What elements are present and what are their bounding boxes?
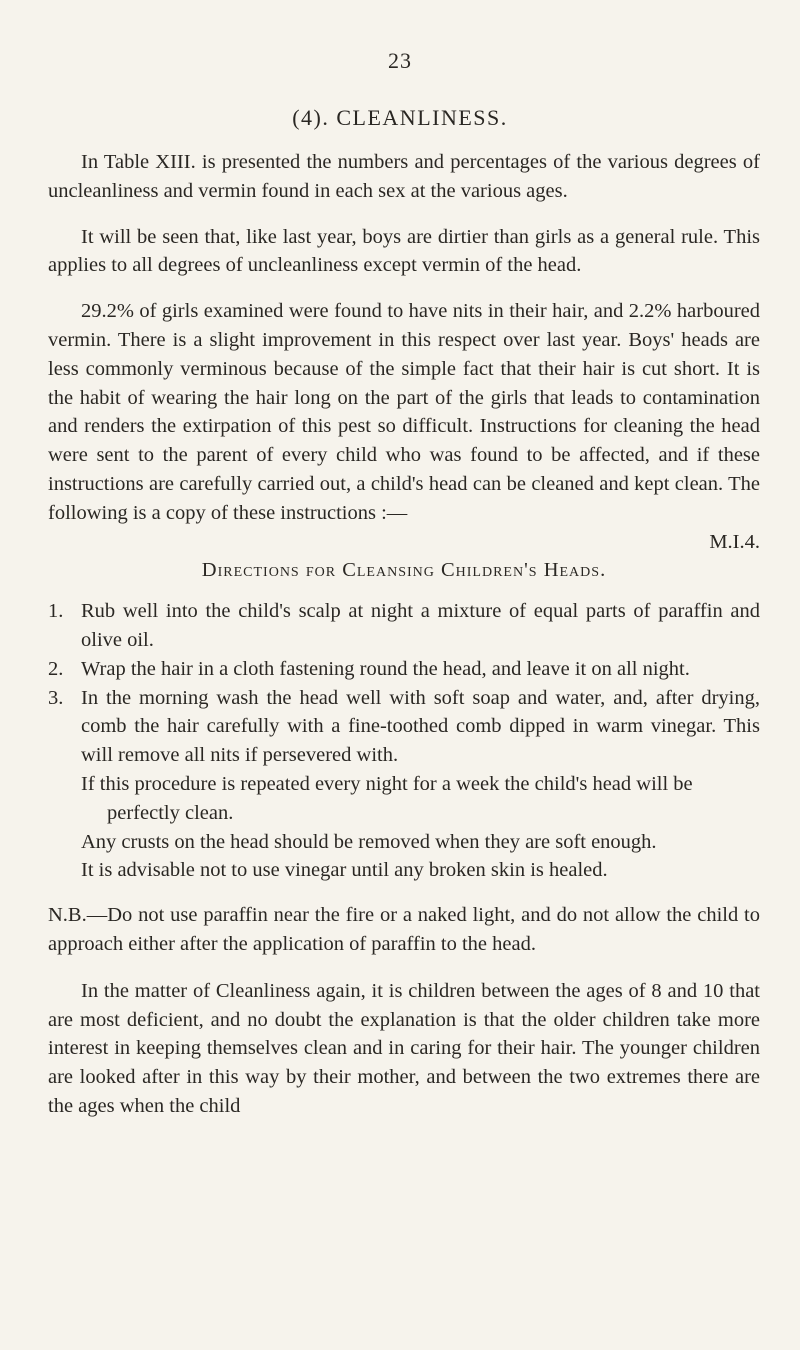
paragraph-nits-vermin: 29.2% of girls examined were found to have nits in their hair, and 2.2% harboured vermin. There is a slight improvement in this respect over last year. Boys' heads are less commonly verminous because of the simple fact that their hair is cut short. It is the habit of wearing the hair long on the part of the girls that leads to contamination and renders the extirpation of this pest so difficult. Instructions for cleaning the head were sent to the parent of every child who was found to be affected, and if these instructions are carefully carried out, a child's head can be cleaned and kept clean. The following is a copy of these instructions :— — [48, 300, 760, 524]
list-item — [48, 655, 760, 684]
note-vinegar: It is advisable not to use vinegar until any broken skin is healed. — [81, 859, 608, 882]
step-number: 2. — [48, 657, 64, 680]
note-crusts: Any crusts on the head should be removed when they are soft enough. — [81, 830, 657, 853]
paragraph-boys-dirtier: It will be seen that, like last year, boys are dirtier than girls as a general rule. This applies to all degrees of uncleanliness except vermin of the head. — [48, 225, 760, 277]
step-text: In the morning wash the head well with soft soap and water, and, after drying, comb the hair carefully with a fine-toothed comb dipped in warm vinegar. This will remove all nits if persevered with. — [81, 686, 760, 767]
list-item — [48, 684, 760, 770]
directions-heading: Directions for Cleansing Children's Heads. — [201, 559, 607, 582]
paragraph-cleanliness-ages: In the matter of Cleanliness again, it is children between the ages of 8 and 10 that are most deficient, and no doubt the explanation is that the older children take more interest in keeping themselves clean and in caring for their hair. The younger children are looked after in this way by their mother, and between the two extremes there are the ages when the child — [48, 979, 760, 1117]
step-text: Rub well into the child's scalp at night a mixture of equal parts of paraffin and olive oil. — [81, 600, 760, 651]
nota-bene: N.B.—Do not use paraffin near the fire or a naked light, and do not allow the child to approach either after the application of paraffin to the head. — [48, 904, 760, 955]
reference-code: M.I.4. — [709, 530, 760, 553]
list-item — [48, 597, 760, 655]
paragraph-table-intro: In Table XIII. is presented the numbers and percentages of the various degrees of uncleanliness and vermin found in each sex at the various ages. — [48, 151, 760, 202]
step-number: 3. — [48, 686, 64, 709]
directions-list — [48, 597, 760, 770]
section-title: (4). CLEANLINESS. — [292, 105, 508, 130]
document-body — [48, 148, 760, 1121]
step-number: 1. — [48, 600, 64, 623]
step-text: Wrap the hair in a cloth fastening round the head, and leave it on all night. — [81, 657, 690, 680]
note-repeat-procedure: If this procedure is repeated every night for a week the child's head will be perfectly clean. — [81, 772, 693, 824]
page-number: 23 — [388, 48, 412, 73]
directions-notes — [48, 770, 760, 885]
